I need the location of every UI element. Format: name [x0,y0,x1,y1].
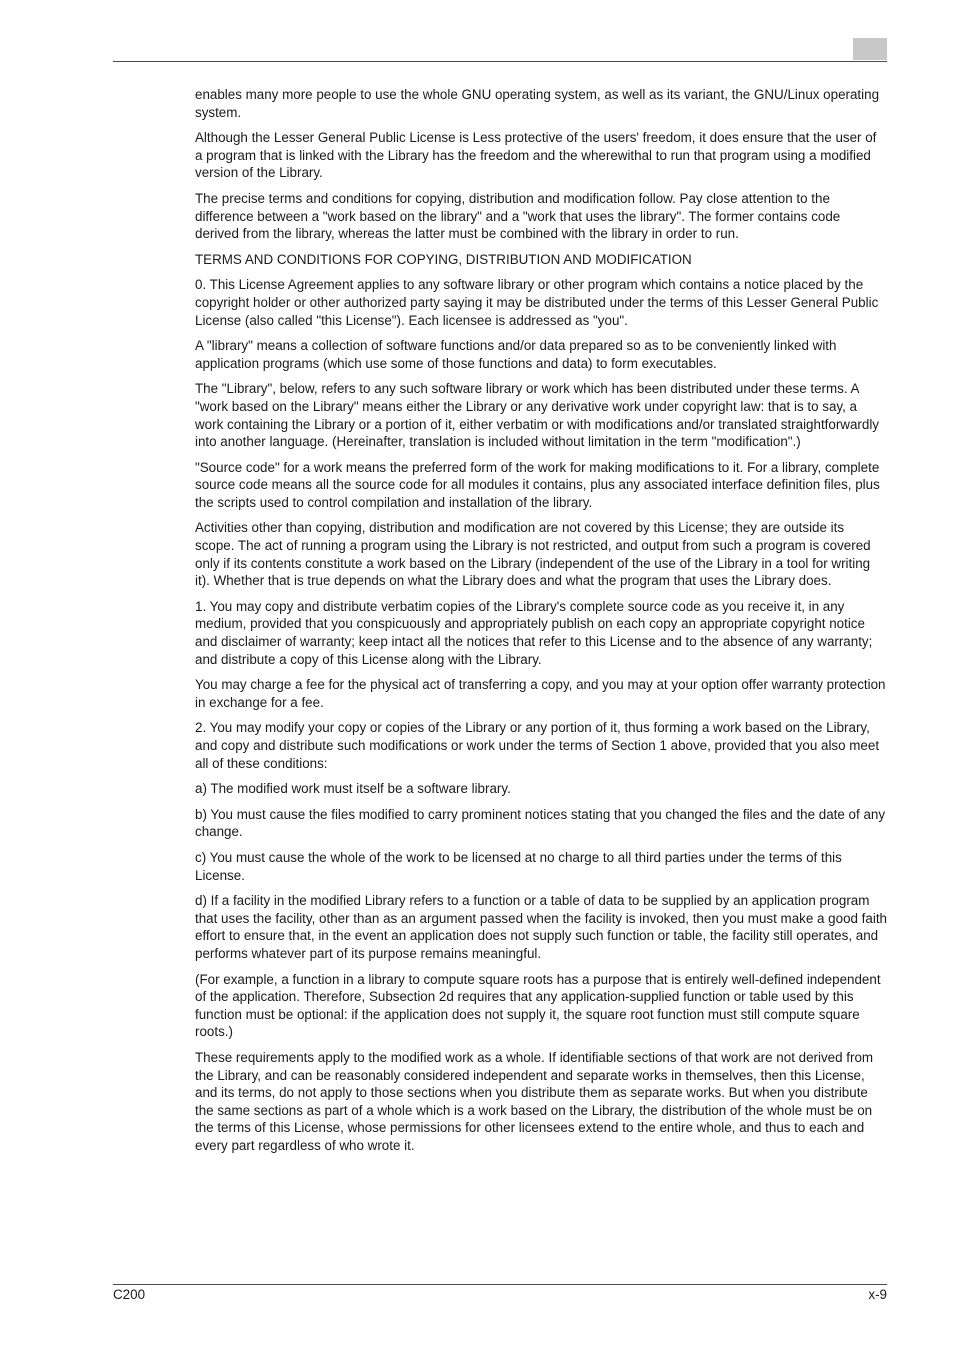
footer-divider [113,1284,887,1285]
paragraph-charge-fee: You may charge a fee for the physical act of transferring a copy, and you may at your option offer warranty protection in exchange for a fee. [195,677,886,710]
footer-model-name: C200 [113,1287,146,1302]
paragraph-condition-a: a) The modified work must itself be a software library. [195,781,511,797]
paragraph-requirements-whole: These requirements apply to the modified work as a whole. If identifiable sections of that work are not derived from the Library, and can be reasonably considered independent and separate works in themselves, then this License, and its terms, do not apply to those sections when you distribute them as separate works. But when you distribute the same sections as part of a whole which is a work based on the Library, the distribution of the whole must be on the terms of this License, whose permissions for other licensees extend to the entire whole, and thus to each and every part regardless of who wrote it. [195,1049,874,1153]
paragraph-clause-2: 2. You may modify your copy or copies of the Library or any portion of it, thus forming a work based on the Library, and copy and distribute such modifications or work under the terms of Section 1 above, provided that you also meet all of these conditions: [195,720,880,771]
document-body [195,86,887,1162]
paragraph-library-definition: A "library" means a collection of software functions and/or data prepared so as to be conveniently linked with application programs (which use some of those functions and data) to form executables. [195,338,837,371]
paragraph-precise-terms: The precise terms and conditions for copying, distribution and modification follow. Pay close attention to the difference between a "work based on the library" and a "work that uses the library". The former contains code derived from the library, whereas the latter must be combined with the library in order to run. [195,190,841,242]
paragraph-source-code: "Source code" for a work means the preferred form of the work for making modifications to it. For a library, complete source code means all the source code for all modules it contains, plus any associated interface definition files, plus the scripts used to control compilation and installation of the library. [195,459,880,510]
paragraph-library-refers: The "Library", below, refers to any such software library or work which has been distributed under these terms. A "work based on the Library" means either the Library or any derivative work under copyright law: that is to say, a work containing the Library or a portion of it, either verbatim or with modifications and/or translated straightforwardly into another language. (Hereinafter, translation is included without limitation in the term "modification".) [195,381,879,450]
paragraph-activities: Activities other than copying, distribution and modification are not covered by this License; they are outside its scope. The act of running a program using the Library is not restricted, and output from such a program is covered only if its contents constitute a work based on the Library (independent of the use of the Library in a tool for writing it). Whether that is true depends on what the Library does and what the program that uses the Library does. [195,520,871,589]
paragraph-square-root-example: (For example, a function in a library to compute square roots has a purpose that is entirely well-defined independent of the application. Therefore, Subsection 2d requires that any application-supplied function or table used by this function must be optional: if the application does not supply it, the square root function must still compute square roots.) [195,971,881,1040]
paragraph-lesser-protective: Although the Lesser General Public License is Less protective of the users' freedom, it does ensure that the user of a program that is linked with the Library has the freedom and the wherewithal to run that program using a modified version of the Library. [195,130,877,181]
paragraph-condition-c: c) You must cause the whole of the work to be licensed at no charge to all third parties under the terms of this License. [195,849,842,883]
section-heading-terms: TERMS AND CONDITIONS FOR COPYING, DISTRIBUTION AND MODIFICATION [195,251,692,267]
paragraph-clause-0: 0. This License Agreement applies to any software library or other program which contains a notice placed by the copyright holder or other authorized party saying it may be distributed under the terms of this Lesser General Public License (also called "this License"). Each licensee is addressed as "you". [195,277,879,328]
paragraph-condition-b: b) You must cause the files modified to carry prominent notices stating that you changed the files and the date of any change. [195,806,886,840]
paragraph-condition-d: d) If a facility in the modified Library refers to a function or a table of data to be supplied by an application program that uses the facility, other than as an argument passed when the facility is invoked, then you must make a good faith effort to ensure that, in the event an application does not supply such function or table, the facility still operates, and performs whatever part of its purpose remains meaningful. [195,893,887,961]
header-divider [113,61,887,62]
footer-page-number: x-9 [868,1287,887,1302]
paragraph-intro-continued: enables many more people to use the whole GNU operating system, as well as its variant, the GNU/Linux operating system. [195,87,880,120]
paragraph-clause-1: 1. You may copy and distribute verbatim copies of the Library's complete source code as you receive it, in any medium, provided that you conspicuously and appropriately publish on each copy an appropriate copyright notice and disclaimer of warranty; keep intact all the notices that refer to this License and to the absence of any warranty; and distribute a copy of this License along with the Library. [195,598,873,667]
header-tab-marker [853,38,887,60]
